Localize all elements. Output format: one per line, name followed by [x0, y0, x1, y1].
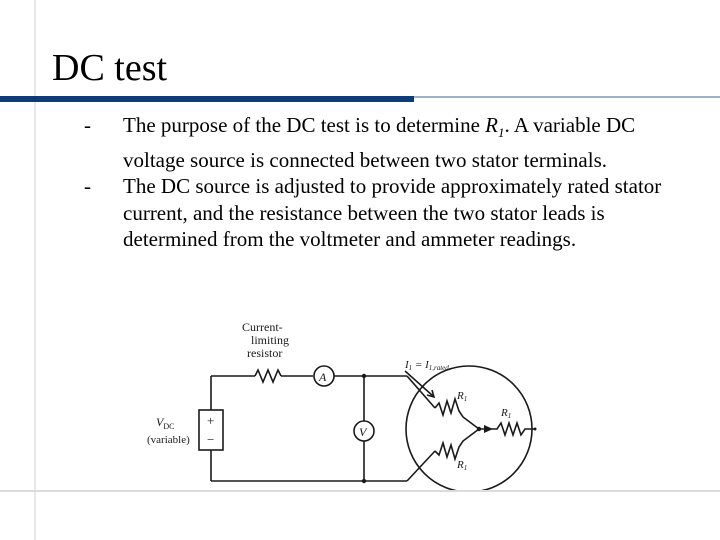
resistor-label-line1: Current-: [242, 323, 283, 334]
slide-title: DC test: [52, 47, 168, 89]
bullet-item: [84, 112, 694, 173]
stator-r-bottom-label: R1: [457, 459, 468, 472]
bullet-marker: -: [84, 174, 91, 199]
title-underline-bar: [0, 96, 414, 102]
left-margin-rule: [34, 0, 36, 540]
bullet-marker: -: [84, 113, 91, 137]
source-minus: −: [207, 432, 215, 447]
ammeter-label: A: [319, 370, 327, 384]
math-symbol: R: [485, 113, 498, 137]
source-voltage-label: $V_{DC}$: [156, 415, 175, 431]
stator-r-right-label: R1: [501, 407, 512, 420]
source-variable-note: (variable): [147, 434, 190, 446]
title-underline-thin: [414, 96, 720, 98]
bullet-text: The purpose of the DC test is to determine $R_1$. A variable DC voltage source is connected between two stator terminals.: [123, 113, 636, 172]
source-plus: +: [207, 413, 215, 428]
dc-test-circuit-diagram: [147, 323, 581, 490]
stator-r-top-label: R1: [457, 390, 468, 403]
resistor-label-line2: limiting: [251, 333, 290, 347]
current-label: I1 = I1,rated: [405, 359, 449, 372]
bullet-list: [84, 112, 694, 253]
resistor-label-line3: resistor: [247, 346, 283, 360]
footer-divider: [0, 490, 720, 492]
bullet-text: The DC source is adjusted to provide approximately rated stator current, and the resistance between the two stator leads is determined from the voltmeter and ammeter readings.: [123, 174, 662, 252]
bullet-item: [84, 173, 694, 253]
voltmeter-label: V: [359, 425, 367, 439]
math-subscript: 1: [498, 125, 505, 141]
